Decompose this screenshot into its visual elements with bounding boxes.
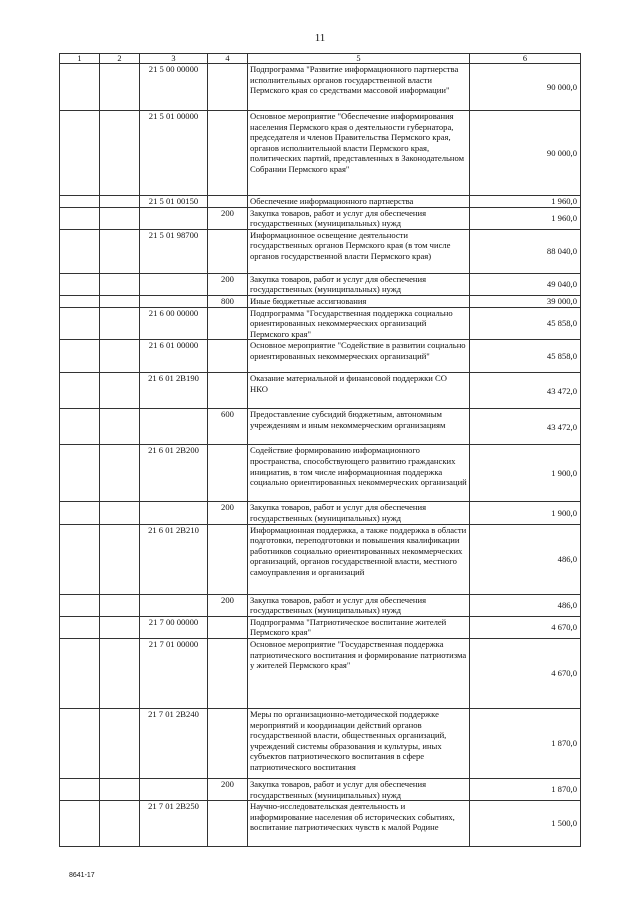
cell-col-2 xyxy=(100,373,140,409)
expense-type-code: 800 xyxy=(208,295,248,307)
item-name: Подпрограмма "Государственная поддержка социально ориентированных некоммерческих организаций Пермского края" xyxy=(248,307,470,340)
cell-col-1 xyxy=(60,445,100,502)
amount: 43 472,0 xyxy=(470,373,581,409)
cell-col-2 xyxy=(100,207,140,229)
cell-col-1 xyxy=(60,373,100,409)
amount: 1 900,0 xyxy=(470,502,581,524)
table-row xyxy=(60,307,581,340)
cell-col-2 xyxy=(100,594,140,616)
column-header-4: 4 xyxy=(208,54,248,64)
expense-type-code xyxy=(208,340,248,373)
expense-type-code xyxy=(208,111,248,196)
item-name: Оказание материальной и финансовой поддержки СО НКО xyxy=(248,373,470,409)
item-name: Научно-исследовательская деятельность и информирование населения об исторических событиях, воспитание патриотических чувств к малой Родине xyxy=(248,801,470,847)
cell-col-1 xyxy=(60,638,100,708)
table-row xyxy=(60,594,581,616)
cell-col-2 xyxy=(100,524,140,594)
column-header-3: 3 xyxy=(140,54,208,64)
cell-col-2 xyxy=(100,295,140,307)
target-article-code: 21 5 00 00000 xyxy=(140,64,208,111)
target-article-code xyxy=(140,207,208,229)
amount: 1 870,0 xyxy=(470,778,581,800)
target-article-code xyxy=(140,594,208,616)
cell-col-2 xyxy=(100,445,140,502)
amount: 1 960,0 xyxy=(470,207,581,229)
cell-col-2 xyxy=(100,273,140,295)
expense-type-code: 200 xyxy=(208,207,248,229)
amount: 1 960,0 xyxy=(470,196,581,208)
expense-type-code xyxy=(208,616,248,638)
item-name: Информационная поддержка, а также поддержка в области подготовки, переподготовки и повышения квалификации работников социально ориентированных некоммерческих организаций, органов государственной власти, местного самоуправления и организаций xyxy=(248,524,470,594)
cell-col-2 xyxy=(100,307,140,340)
table-row xyxy=(60,638,581,708)
amount: 49 040,0 xyxy=(470,273,581,295)
expense-type-code xyxy=(208,524,248,594)
amount: 1 900,0 xyxy=(470,445,581,502)
target-article-code: 21 6 01 2В200 xyxy=(140,445,208,502)
column-header-1: 1 xyxy=(60,54,100,64)
cell-col-2 xyxy=(100,340,140,373)
expense-type-code xyxy=(208,229,248,273)
target-article-code: 21 6 00 00000 xyxy=(140,307,208,340)
expense-type-code xyxy=(208,445,248,502)
column-header-6: 6 xyxy=(470,54,581,64)
target-article-code xyxy=(140,409,208,445)
expense-type-code: 200 xyxy=(208,594,248,616)
cell-col-1 xyxy=(60,307,100,340)
item-name: Закупка товаров, работ и услуг для обеспечения государственных (муниципальных) нужд xyxy=(248,207,470,229)
table-row xyxy=(60,111,581,196)
table-row xyxy=(60,445,581,502)
item-name: Закупка товаров, работ и услуг для обеспечения государственных (муниципальных) нужд xyxy=(248,778,470,800)
table-row xyxy=(60,708,581,778)
item-name: Иные бюджетные ассигнования xyxy=(248,295,470,307)
cell-col-1 xyxy=(60,340,100,373)
table-row xyxy=(60,295,581,307)
table-row xyxy=(60,273,581,295)
cell-col-2 xyxy=(100,111,140,196)
document-code: 8641-17 xyxy=(69,872,95,879)
item-name: Закупка товаров, работ и услуг для обеспечения государственных (муниципальных) нужд xyxy=(248,502,470,524)
cell-col-1 xyxy=(60,594,100,616)
cell-col-1 xyxy=(60,616,100,638)
expense-type-code xyxy=(208,638,248,708)
cell-col-1 xyxy=(60,708,100,778)
cell-col-2 xyxy=(100,708,140,778)
expense-type-code xyxy=(208,307,248,340)
item-name: Подпрограмма "Патриотическое воспитание жителей Пермского края" xyxy=(248,616,470,638)
amount: 4 670,0 xyxy=(470,638,581,708)
cell-col-1 xyxy=(60,409,100,445)
expense-type-code xyxy=(208,196,248,208)
cell-col-1 xyxy=(60,229,100,273)
target-article-code: 21 6 01 2В210 xyxy=(140,524,208,594)
expense-type-code xyxy=(208,373,248,409)
target-article-code: 21 5 01 98700 xyxy=(140,229,208,273)
budget-table xyxy=(59,53,581,847)
target-article-code: 21 5 01 00000 xyxy=(140,111,208,196)
amount: 4 670,0 xyxy=(470,616,581,638)
cell-col-1 xyxy=(60,64,100,111)
amount: 486,0 xyxy=(470,594,581,616)
target-article-code: 21 7 01 00000 xyxy=(140,638,208,708)
amount: 90 000,0 xyxy=(470,111,581,196)
expense-type-code: 200 xyxy=(208,273,248,295)
cell-col-2 xyxy=(100,638,140,708)
table-row xyxy=(60,373,581,409)
cell-col-1 xyxy=(60,111,100,196)
item-name: Закупка товаров, работ и услуг для обеспечения государственных (муниципальных) нужд xyxy=(248,594,470,616)
cell-col-1 xyxy=(60,524,100,594)
target-article-code xyxy=(140,502,208,524)
expense-type-code xyxy=(208,64,248,111)
amount: 45 858,0 xyxy=(470,340,581,373)
cell-col-2 xyxy=(100,778,140,800)
cell-col-1 xyxy=(60,207,100,229)
target-article-code xyxy=(140,273,208,295)
expense-type-code: 200 xyxy=(208,502,248,524)
cell-col-2 xyxy=(100,64,140,111)
expense-type-code: 200 xyxy=(208,778,248,800)
cell-col-1 xyxy=(60,196,100,208)
expense-type-code: 600 xyxy=(208,409,248,445)
item-name: Основное мероприятие "Обеспечение информирования населения Пермского края о деятельности губернатора, председателя и членов Правительства Пермского края, органов исполнительной власти Пермского края, политических партий, представленных в Законодательном Собрании Пермского края" xyxy=(248,111,470,196)
amount: 486,0 xyxy=(470,524,581,594)
item-name: Меры по организационно-методической поддержке мероприятий и координации действий органов государственной власти, общественных организаций, учреждений системы образования и культуры, иных субъектов патриотического воспитания в сфере патриотического воспитания xyxy=(248,708,470,778)
cell-col-2 xyxy=(100,502,140,524)
amount: 45 858,0 xyxy=(470,307,581,340)
table-row xyxy=(60,409,581,445)
amount: 90 000,0 xyxy=(470,64,581,111)
page-number: 11 xyxy=(314,32,326,44)
table-row xyxy=(60,196,581,208)
target-article-code: 21 7 01 2В250 xyxy=(140,801,208,847)
amount: 1 500,0 xyxy=(470,801,581,847)
table-row xyxy=(60,229,581,273)
table-row xyxy=(60,801,581,847)
amount: 1 870,0 xyxy=(470,708,581,778)
table-row xyxy=(60,64,581,111)
cell-col-1 xyxy=(60,801,100,847)
item-name: Подпрограмма "Развитие информационного партнерства исполнительных органов государственной власти Пермского края со средствами массовой информации" xyxy=(248,64,470,111)
target-article-code: 21 6 01 00000 xyxy=(140,340,208,373)
item-name: Содействие формированию информационного пространства, способствующего развитию гражданских инициатив, в том числе информационная поддержка социально ориентированных некоммерческих организаций xyxy=(248,445,470,502)
target-article-code: 21 5 01 00150 xyxy=(140,196,208,208)
column-header-2: 2 xyxy=(100,54,140,64)
target-article-code: 21 7 01 2В240 xyxy=(140,708,208,778)
column-header-row xyxy=(60,54,581,64)
table-row xyxy=(60,778,581,800)
table-row xyxy=(60,502,581,524)
item-name: Закупка товаров, работ и услуг для обеспечения государственных (муниципальных) нужд xyxy=(248,273,470,295)
amount: 39 000,0 xyxy=(470,295,581,307)
table-row xyxy=(60,616,581,638)
amount: 88 040,0 xyxy=(470,229,581,273)
item-name: Основное мероприятие "Государственная поддержка патриотического воспитания и формирование патриотизма у жителей Пермского края" xyxy=(248,638,470,708)
cell-col-2 xyxy=(100,229,140,273)
table-row xyxy=(60,524,581,594)
table-row xyxy=(60,340,581,373)
cell-col-2 xyxy=(100,616,140,638)
item-name: Основное мероприятие "Содействие в развитии социально ориентированных некоммерческих организаций" xyxy=(248,340,470,373)
cell-col-1 xyxy=(60,273,100,295)
target-article-code: 21 7 00 00000 xyxy=(140,616,208,638)
cell-col-1 xyxy=(60,295,100,307)
target-article-code xyxy=(140,295,208,307)
item-name: Информационное освещение деятельности государственных органов Пермского края (в том числе органов государственной власти Пермского края) xyxy=(248,229,470,273)
item-name: Обеспечение информационного партнерства xyxy=(248,196,470,208)
cell-col-1 xyxy=(60,778,100,800)
amount: 43 472,0 xyxy=(470,409,581,445)
item-name: Предоставление субсидий бюджетным, автономным учреждениям и иным некоммерческим организациям xyxy=(248,409,470,445)
table-row xyxy=(60,207,581,229)
cell-col-2 xyxy=(100,409,140,445)
cell-col-1 xyxy=(60,502,100,524)
expense-type-code xyxy=(208,708,248,778)
target-article-code xyxy=(140,778,208,800)
column-header-5: 5 xyxy=(248,54,470,64)
target-article-code: 21 6 01 2В190 xyxy=(140,373,208,409)
cell-col-2 xyxy=(100,801,140,847)
expense-type-code xyxy=(208,801,248,847)
cell-col-2 xyxy=(100,196,140,208)
